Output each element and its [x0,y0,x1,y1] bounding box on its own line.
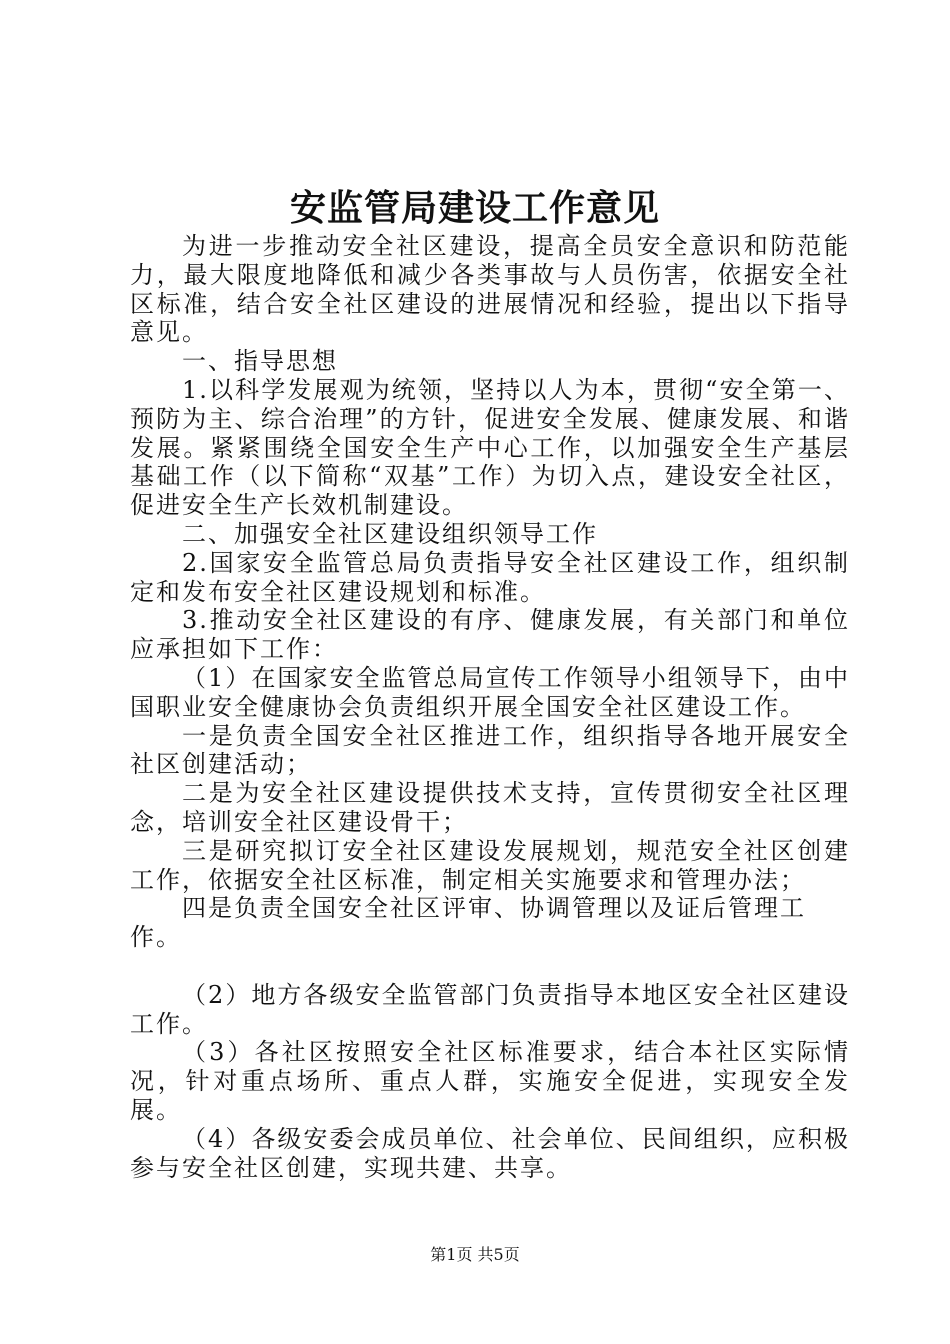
paragraph-3: 3.推动安全社区建设的有序、健康发展，有关部门和单位应承担如下工作： [130,606,850,664]
list-item-1: 一是负责全国安全社区推进工作，组织指导各地开展安全社区创建活动； [130,721,850,779]
page-footer: 第1页 共5页 [430,1245,520,1264]
section-heading-2: 二、加强安全社区建设组织领导工作 [182,519,598,548]
paragraph-1: 1.以科学发展观为统领，坚持以人为本，贯彻“安全第一、预防为主、综合治理”的方针，促进安全发展、健康发展、和谐发展。紧紧围绕全国安全生产中心工作，以加强安全生产基层基础工作（以下简称“双基”工作）为切入点，建设安全社区，促进安全生产长效机制建设。 [130,375,850,520]
intro-paragraph: 为进一步推动安全社区建设，提高全员安全意识和防范能力，最大限度地降低和减少各类事故与人员伤害，依据安全社区标准，结合安全社区建设的进展情况和经验，提出以下指导意见。 [130,232,850,347]
list-item-4: 四是负责全国安全社区评审、协调管理以及证后管理工作。 [130,894,806,952]
document-body [130,232,850,1182]
paragraph-3-2: （2）地方各级安全监管部门负责指导本地区安全社区建设工作。 [130,980,850,1038]
paragraph-3-4: （4）各级安委会成员单位、社会单位、民间组织，应积极参与安全社区创建，实现共建、共享。 [130,1124,850,1182]
list-item-2: 二是为安全社区建设提供技术支持，宣传贯彻安全社区理念，培训安全社区建设骨干； [130,779,850,836]
paragraph-2: 2.国家安全监管总局负责指导安全社区建设工作，组织制定和发布安全社区建设规划和标准。 [130,548,850,606]
section-heading-1: 一、指导思想 [182,347,338,376]
document-title: 安监管局建设工作意见 [289,187,660,229]
list-item-3: 三是研究拟订安全社区建设发展规划，规范安全社区创建工作，依据安全社区标准，制定相关实施要求和管理办法； [130,836,850,894]
paragraph-3-1: （1）在国家安全监管总局宣传工作领导小组领导下，由中国职业安全健康协会负责组织开展全国安全社区建设工作。 [130,663,850,721]
paragraph-3-3: （3）各社区按照安全社区标准要求，结合本社区实际情况，针对重点场所、重点人群，实施安全促进，实现安全发展。 [130,1038,850,1124]
